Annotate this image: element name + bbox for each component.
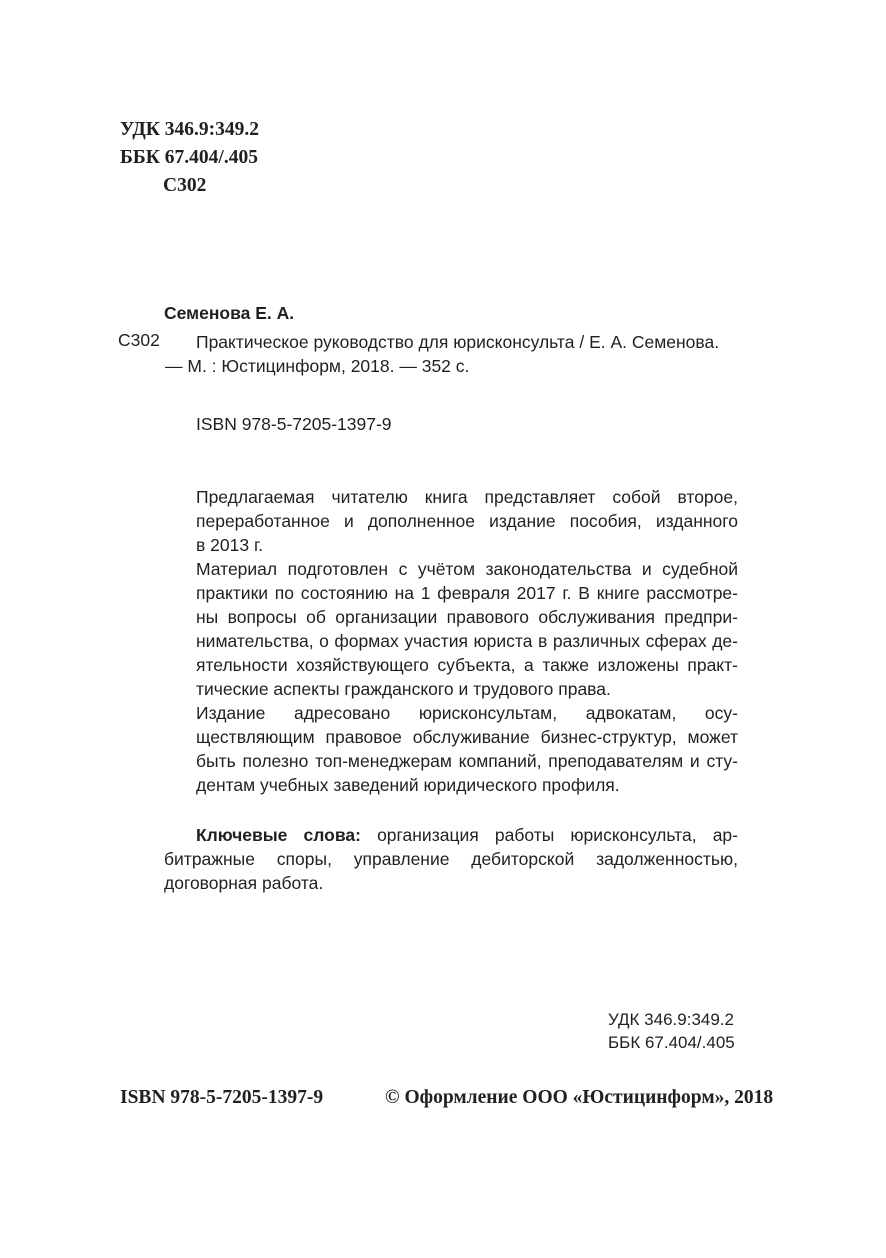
abstract-line: нимательства, о формах участия юриста в различных сферах де- bbox=[196, 631, 738, 651]
keywords-line: договорная работа. bbox=[164, 873, 324, 893]
cutter-mark: С302 bbox=[118, 330, 160, 350]
abstract-line: ны вопросы об организации правового обслуживания предпри- bbox=[196, 607, 738, 627]
bbk-code-bottom: ББК 67.404/.405 bbox=[608, 1033, 735, 1052]
classification-block-top bbox=[120, 116, 259, 200]
abstract-line: в 2013 г. bbox=[196, 535, 264, 555]
udk-code: УДК 346.9:349.2 bbox=[120, 119, 260, 140]
abstract-line: Издание адресовано юрисконсультам, адвокатам, осу- bbox=[196, 703, 738, 723]
abstract bbox=[164, 485, 738, 797]
footer-copyright: © Оформление ООО «Юстицинформ», 2018 bbox=[385, 1087, 774, 1108]
abstract-line: ятельности хозяйствующего субъекта, а также изложены практ- bbox=[196, 655, 738, 675]
keywords-label: Ключевые слова: bbox=[196, 825, 361, 845]
bibliographic-record bbox=[165, 330, 720, 378]
abstract-line: Предлагаемая читателю книга представляет собой второе, bbox=[196, 487, 738, 507]
title-line: Практическое руководство для юрисконсульта / Е. А. Семенова. bbox=[196, 332, 720, 352]
abstract-paragraph bbox=[164, 701, 738, 797]
udk-code-bottom: УДК 346.9:349.2 bbox=[608, 1010, 734, 1029]
abstract-line: переработанное и дополненное издание пособия, изданного bbox=[196, 511, 738, 531]
abstract-paragraph bbox=[164, 557, 738, 701]
classification-block-bottom bbox=[608, 1008, 735, 1054]
abstract-line: ществляющим правовое обслуживание бизнес-структур, может bbox=[196, 727, 738, 747]
keywords-line: битражные споры, управление дебиторской задолженностью, bbox=[164, 849, 738, 869]
author-name: Семенова Е. А. bbox=[164, 303, 295, 323]
imprint-line: — М. : Юстицинформ, 2018. — 352 с. bbox=[165, 356, 470, 376]
keywords-text: организация работы юрисконсульта, ар- bbox=[360, 825, 738, 845]
footer-isbn: ISBN 978-5-7205-1397-9 bbox=[120, 1087, 324, 1108]
abstract-line: Материал подготовлен с учётом законодательства и судебной bbox=[196, 559, 738, 579]
bbk-code: ББК 67.404/.405 bbox=[120, 147, 258, 168]
keywords-line bbox=[164, 823, 738, 847]
cutter-code: С302 bbox=[163, 175, 207, 196]
abstract-paragraph bbox=[164, 485, 738, 557]
abstract-line: дентам учебных заведений юридического профиля. bbox=[196, 775, 620, 795]
isbn-record: ISBN 978-5-7205-1397-9 bbox=[196, 414, 392, 434]
abstract-line: быть полезно топ-менеджерам компаний, преподавателям и сту- bbox=[196, 751, 738, 771]
abstract-line: практики по состоянию на 1 февраля 2017 г. В книге рассмотре- bbox=[196, 583, 738, 603]
abstract-line: тические аспекты гражданского и трудового права. bbox=[196, 679, 611, 699]
keywords-block bbox=[164, 823, 738, 895]
